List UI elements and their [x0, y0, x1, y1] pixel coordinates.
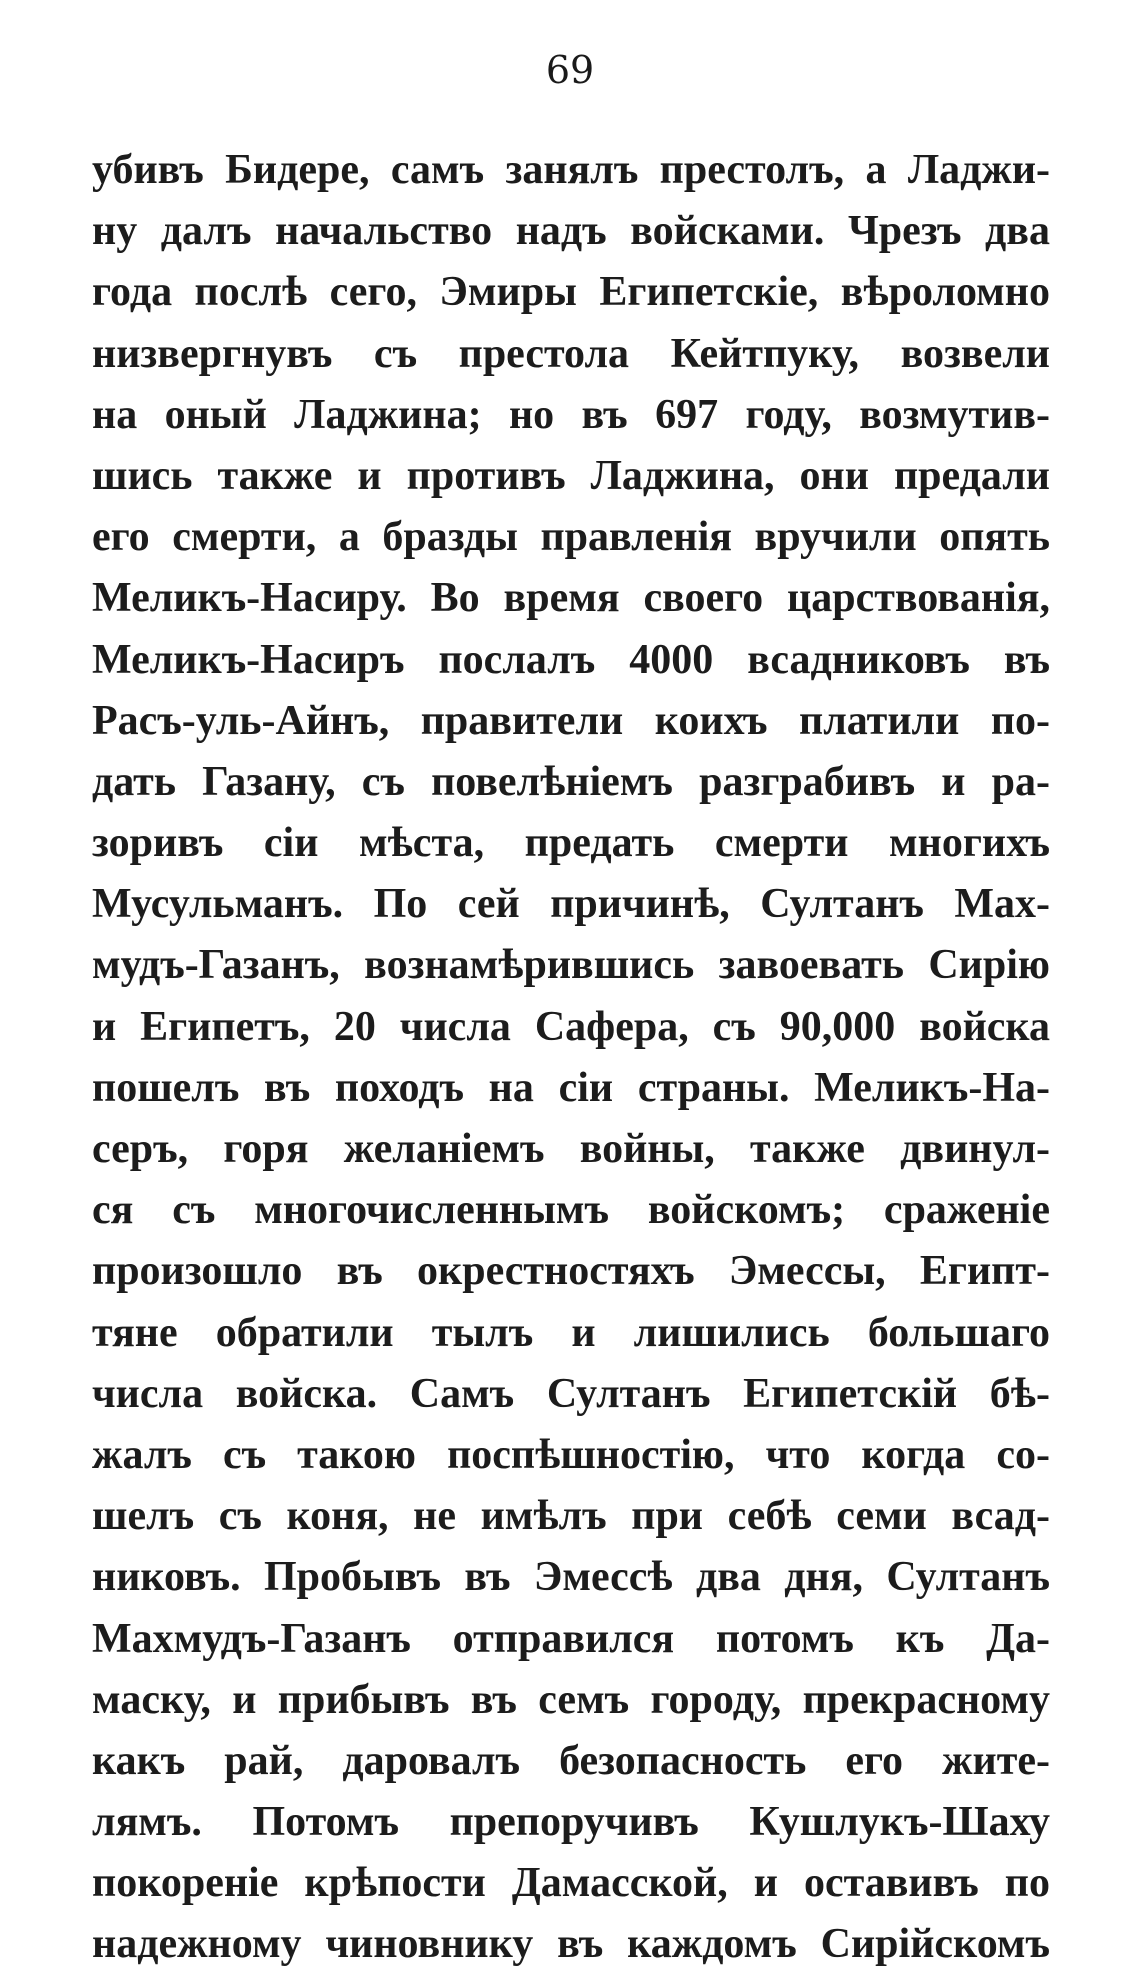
text-line: тяне обратили тылъ и лишились большаго	[92, 1309, 1050, 1356]
text-line: лямъ. Потомъ препоручивъ Кушлукъ-Шаху	[92, 1799, 1050, 1846]
text-line: его смерти, а бразды правленія вручили опять	[92, 514, 1050, 561]
text-line: серъ, горя желаніемъ войны, также двинул-	[92, 1126, 1050, 1172]
text-line: Махмудъ-Газанъ отправился потомъ къ Да-	[92, 1615, 1050, 1662]
text-line: мудъ-Газанъ, вознамѣрившись завоевать Сирію	[92, 942, 1050, 989]
text-line: и Египетъ, 20 числа Сафера, съ 90,000 войска	[92, 1003, 1050, 1050]
text-line: жалъ съ такою поспѣшностію, что когда со-	[92, 1431, 1050, 1478]
text-line: Расъ-уль-Айнъ, правители коихъ платили по-	[92, 697, 1050, 744]
text-line: ся съ многочисленнымъ войскомъ; сраженіе	[92, 1187, 1050, 1234]
text-line: убивъ Бидере, самъ занялъ престолъ, а Ладжи-	[92, 147, 1050, 193]
body-text	[92, 140, 1050, 1976]
text-line: Меликъ-Насиръ послалъ 4000 всадниковъ въ	[92, 636, 1050, 683]
text-line: маску, и прибывъ въ семъ городу, прекрасному	[92, 1676, 1050, 1723]
text-line: произошло въ окрестностяхъ Эмессы, Египт-	[92, 1248, 1050, 1295]
text-line: года послѣ сего, Эмиры Египетскіе, вѣроломно	[92, 269, 1050, 316]
text-line: Мусульманъ. По сей причинѣ, Султанъ Мах-	[92, 881, 1050, 928]
text-line: шелъ съ коня, не имѣлъ при себѣ семи всад-	[92, 1493, 1050, 1540]
text-line: дать Газану, съ повелѣніемъ разграбивъ и ра-	[92, 758, 1050, 805]
text-line: низвергнувъ съ престола Кейтпуку, возвели	[92, 330, 1050, 377]
text-line: ну далъ начальство надъ войсками. Чрезъ два	[92, 208, 1050, 255]
text-line: никовъ. Пробывъ въ Эмессѣ два дня, Султанъ	[92, 1554, 1050, 1601]
text-line: зоривъ сіи мѣста, предать смерти многихъ	[92, 820, 1050, 867]
page-number: 69	[545, 48, 595, 92]
text-line: Меликъ-Насиру. Во время своего царствованія,	[92, 575, 1050, 622]
text-line: пошелъ въ походъ на сіи страны. Меликъ-На-	[92, 1064, 1050, 1111]
text-line: числа войска. Самъ Султанъ Египетскій бѣ-	[92, 1370, 1050, 1417]
text-line: надежному чиновнику въ каждомъ Сирійскомъ	[92, 1921, 1050, 1968]
text-line: какъ рай, даровалъ безопасность его жите-	[92, 1737, 1050, 1784]
text-line: шись также и противъ Ладжина, они предали	[92, 452, 1050, 499]
text-line: на оный Ладжина; но въ 697 году, возмутив-	[92, 391, 1050, 438]
text-line: покореніе крѣпости Дамасской, и оставивъ по	[92, 1860, 1050, 1907]
